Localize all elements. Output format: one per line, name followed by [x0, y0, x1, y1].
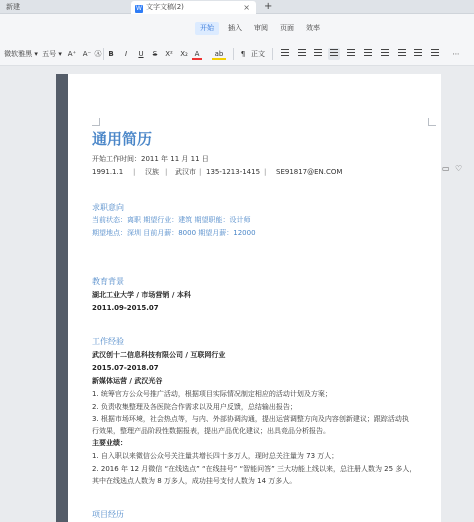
education-school: 湖北工业大学 / 市场营销 / 本科: [92, 291, 191, 299]
phone: 135-1213-1415: [206, 168, 261, 176]
bold-button[interactable]: B: [108, 50, 114, 58]
section-title-education: 教育背景: [92, 277, 124, 286]
section-title-intent: 求职意向: [92, 203, 124, 212]
work-period: 2015.07-2018.07: [92, 364, 159, 372]
align-center-icon[interactable]: [297, 48, 307, 60]
resume-name: 通用简历: [92, 130, 153, 148]
duty-item: 3. 根据市场环境，社会热点等，与内、外部协调沟通，提出运营调整方向及内容创新建议；跟踪活动执: [92, 415, 409, 423]
italic-button[interactable]: I: [124, 50, 128, 58]
birth-date: 1991.1.1: [92, 168, 124, 176]
duty-item: 2. 负责收集整理及各医院合作需求以及用户反馈，总结输出报告；: [92, 403, 297, 411]
menu-start[interactable]: 开始: [195, 22, 219, 35]
strikethrough-button[interactable]: S: [152, 50, 158, 58]
education-period: 2011.09-2015.07: [92, 304, 159, 312]
more-icon[interactable]: ⋯: [452, 50, 460, 58]
paragraph-style-icon[interactable]: ¶: [240, 50, 246, 58]
intent-line-1: 当前状态：离职 期望行业：建筑 期望职能：设计师: [92, 216, 251, 224]
start-work-time: 开始工作时间：2011 年 11 月 11 日: [92, 155, 209, 163]
ethnicity: 汉族: [145, 168, 159, 176]
justify-icon[interactable]: [328, 48, 340, 60]
section-title-work: 工作经验: [92, 337, 124, 346]
document-page[interactable]: [68, 74, 441, 522]
thumbs-up-icon[interactable]: ♡: [455, 164, 463, 173]
tab-bar: [0, 0, 474, 14]
achievement-item: 1. 自入职以来微信公众号关注量共增长四十多万人，现时总关注量为 73 万人；: [92, 452, 339, 460]
city: 武汉市: [175, 168, 196, 176]
align-right-icon[interactable]: [313, 48, 323, 60]
distributed-align-icon[interactable]: [346, 48, 356, 60]
writer-doc-icon: W: [136, 5, 142, 12]
align-left-icon[interactable]: [280, 48, 290, 60]
bullet-list-icon[interactable]: [397, 48, 407, 60]
underline-button[interactable]: U: [138, 50, 144, 58]
subscript-button[interactable]: X₂: [180, 50, 188, 58]
menu-review[interactable]: 审阅: [254, 24, 268, 32]
font-family-select[interactable]: 微软雅黑 ▾: [4, 50, 38, 58]
resume-accent-bar: [56, 74, 68, 522]
close-icon[interactable]: ×: [243, 3, 250, 12]
line-spacing-icon[interactable]: [363, 48, 373, 60]
format-toolbar: [0, 42, 474, 66]
decrease-indent-icon[interactable]: [413, 48, 423, 60]
comment-icon[interactable]: ▭: [442, 164, 450, 173]
section-title-projects: 项目经历: [92, 510, 124, 519]
achievement-item: 其中在线选点人数为 8 万多人，成功挂号支付人数为 14 万多人。: [92, 477, 297, 485]
duty-item: 1. 统筹官方公众号推广活动，根据项目实际情况制定相应的活动计划及方案；: [92, 390, 332, 398]
achievement-item: 2. 2016 年 12 月微信 “在线选点” “在线挂号” “智能问答” 三大功能上线以来，总注册人数为 25 多人，: [92, 465, 417, 473]
ribbon-menu: [0, 14, 474, 42]
margin-corner-marker: [92, 118, 100, 126]
achievements-title: 主要业绩：: [92, 439, 127, 447]
duty-item: 行效果，整理产品阶段性数据报表，提出产品优化建议；出具竞品分析报告。: [92, 427, 330, 435]
numbered-list-icon[interactable]: [380, 48, 390, 60]
separator: |: [199, 168, 202, 176]
menu-efficiency[interactable]: 效率: [306, 24, 320, 32]
tab-document[interactable]: [131, 1, 256, 14]
clear-format-button[interactable]: Ⓐ: [94, 50, 102, 58]
email: SE91817@EN.COM: [276, 168, 343, 176]
tab-document-label: 文字文稿(2): [146, 3, 184, 11]
menu-page[interactable]: 页面: [280, 24, 294, 32]
grow-font-button[interactable]: A⁺: [67, 50, 77, 58]
work-company: 武汉创十二信息科技有限公司 / 互联网行业: [92, 351, 226, 359]
new-tab-button[interactable]: +: [264, 1, 273, 12]
tab-new-label: 新建: [6, 3, 20, 11]
font-color-button[interactable]: A: [192, 48, 202, 60]
text-style-button[interactable]: 正文: [251, 50, 265, 58]
separator: |: [264, 168, 267, 176]
highlight-button[interactable]: ab: [212, 48, 226, 60]
margin-corner-marker: [428, 118, 436, 126]
separator: |: [133, 168, 136, 176]
menu-insert[interactable]: 插入: [228, 24, 242, 32]
shrink-font-button[interactable]: A⁻: [82, 50, 92, 58]
font-size-select[interactable]: 五号 ▾: [42, 50, 62, 58]
work-role: 新媒体运营 / 武汉光谷: [92, 377, 163, 385]
superscript-button[interactable]: X²: [165, 50, 173, 58]
separator: |: [165, 168, 168, 176]
tab-new[interactable]: [0, 1, 128, 14]
intent-line-2: 期望地点：深圳 目前月薪：8000 期望月薪：12000: [92, 229, 256, 237]
increase-indent-icon[interactable]: [430, 48, 440, 60]
